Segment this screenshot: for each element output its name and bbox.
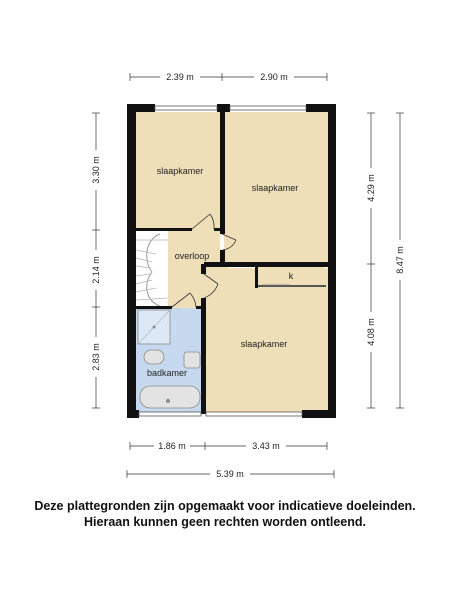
dim-bottom-right: 3.43 m xyxy=(252,441,280,451)
room-label-bedroom-bottom: slaapkamer xyxy=(240,339,288,349)
dim-top-right: 2.90 m xyxy=(260,72,288,82)
dim-top-left: 2.39 m xyxy=(166,72,194,82)
room-label-landing: overloop xyxy=(174,251,210,261)
room-label-bedroom-top-left: slaapkamer xyxy=(156,166,204,176)
window-bottom-left xyxy=(139,412,201,416)
staircase xyxy=(136,230,168,308)
dim-right-total: 8.47 m xyxy=(395,246,405,274)
room-label-bedroom-top-right: slaapkamer xyxy=(251,183,299,193)
dim-bottom-left: 1.86 m xyxy=(158,441,186,451)
dim-left-middle: 2.14 m xyxy=(91,256,101,284)
sink xyxy=(184,352,200,368)
room-label-bathroom: badkamer xyxy=(146,368,188,378)
window-top-right xyxy=(230,106,306,110)
dim-right-bottom: 4.08 m xyxy=(366,318,376,346)
window-top-left xyxy=(155,106,217,110)
dim-right-top: 4.29 m xyxy=(366,174,376,202)
disclaimer-line-2: Hieraan kunnen geen rechten worden ontleend. xyxy=(84,515,366,529)
dim-left-top: 3.30 m xyxy=(91,156,101,184)
toilet xyxy=(144,350,164,364)
window-bottom-right xyxy=(206,412,302,416)
bathtub xyxy=(140,386,200,408)
dim-bottom-total: 5.39 m xyxy=(216,469,244,479)
disclaimer-line-1: Deze plattegronden zijn opgemaakt voor indicatieve doeleinden. xyxy=(34,499,416,513)
room-label-closet: k xyxy=(288,271,294,281)
dim-left-bottom: 2.83 m xyxy=(91,343,101,371)
